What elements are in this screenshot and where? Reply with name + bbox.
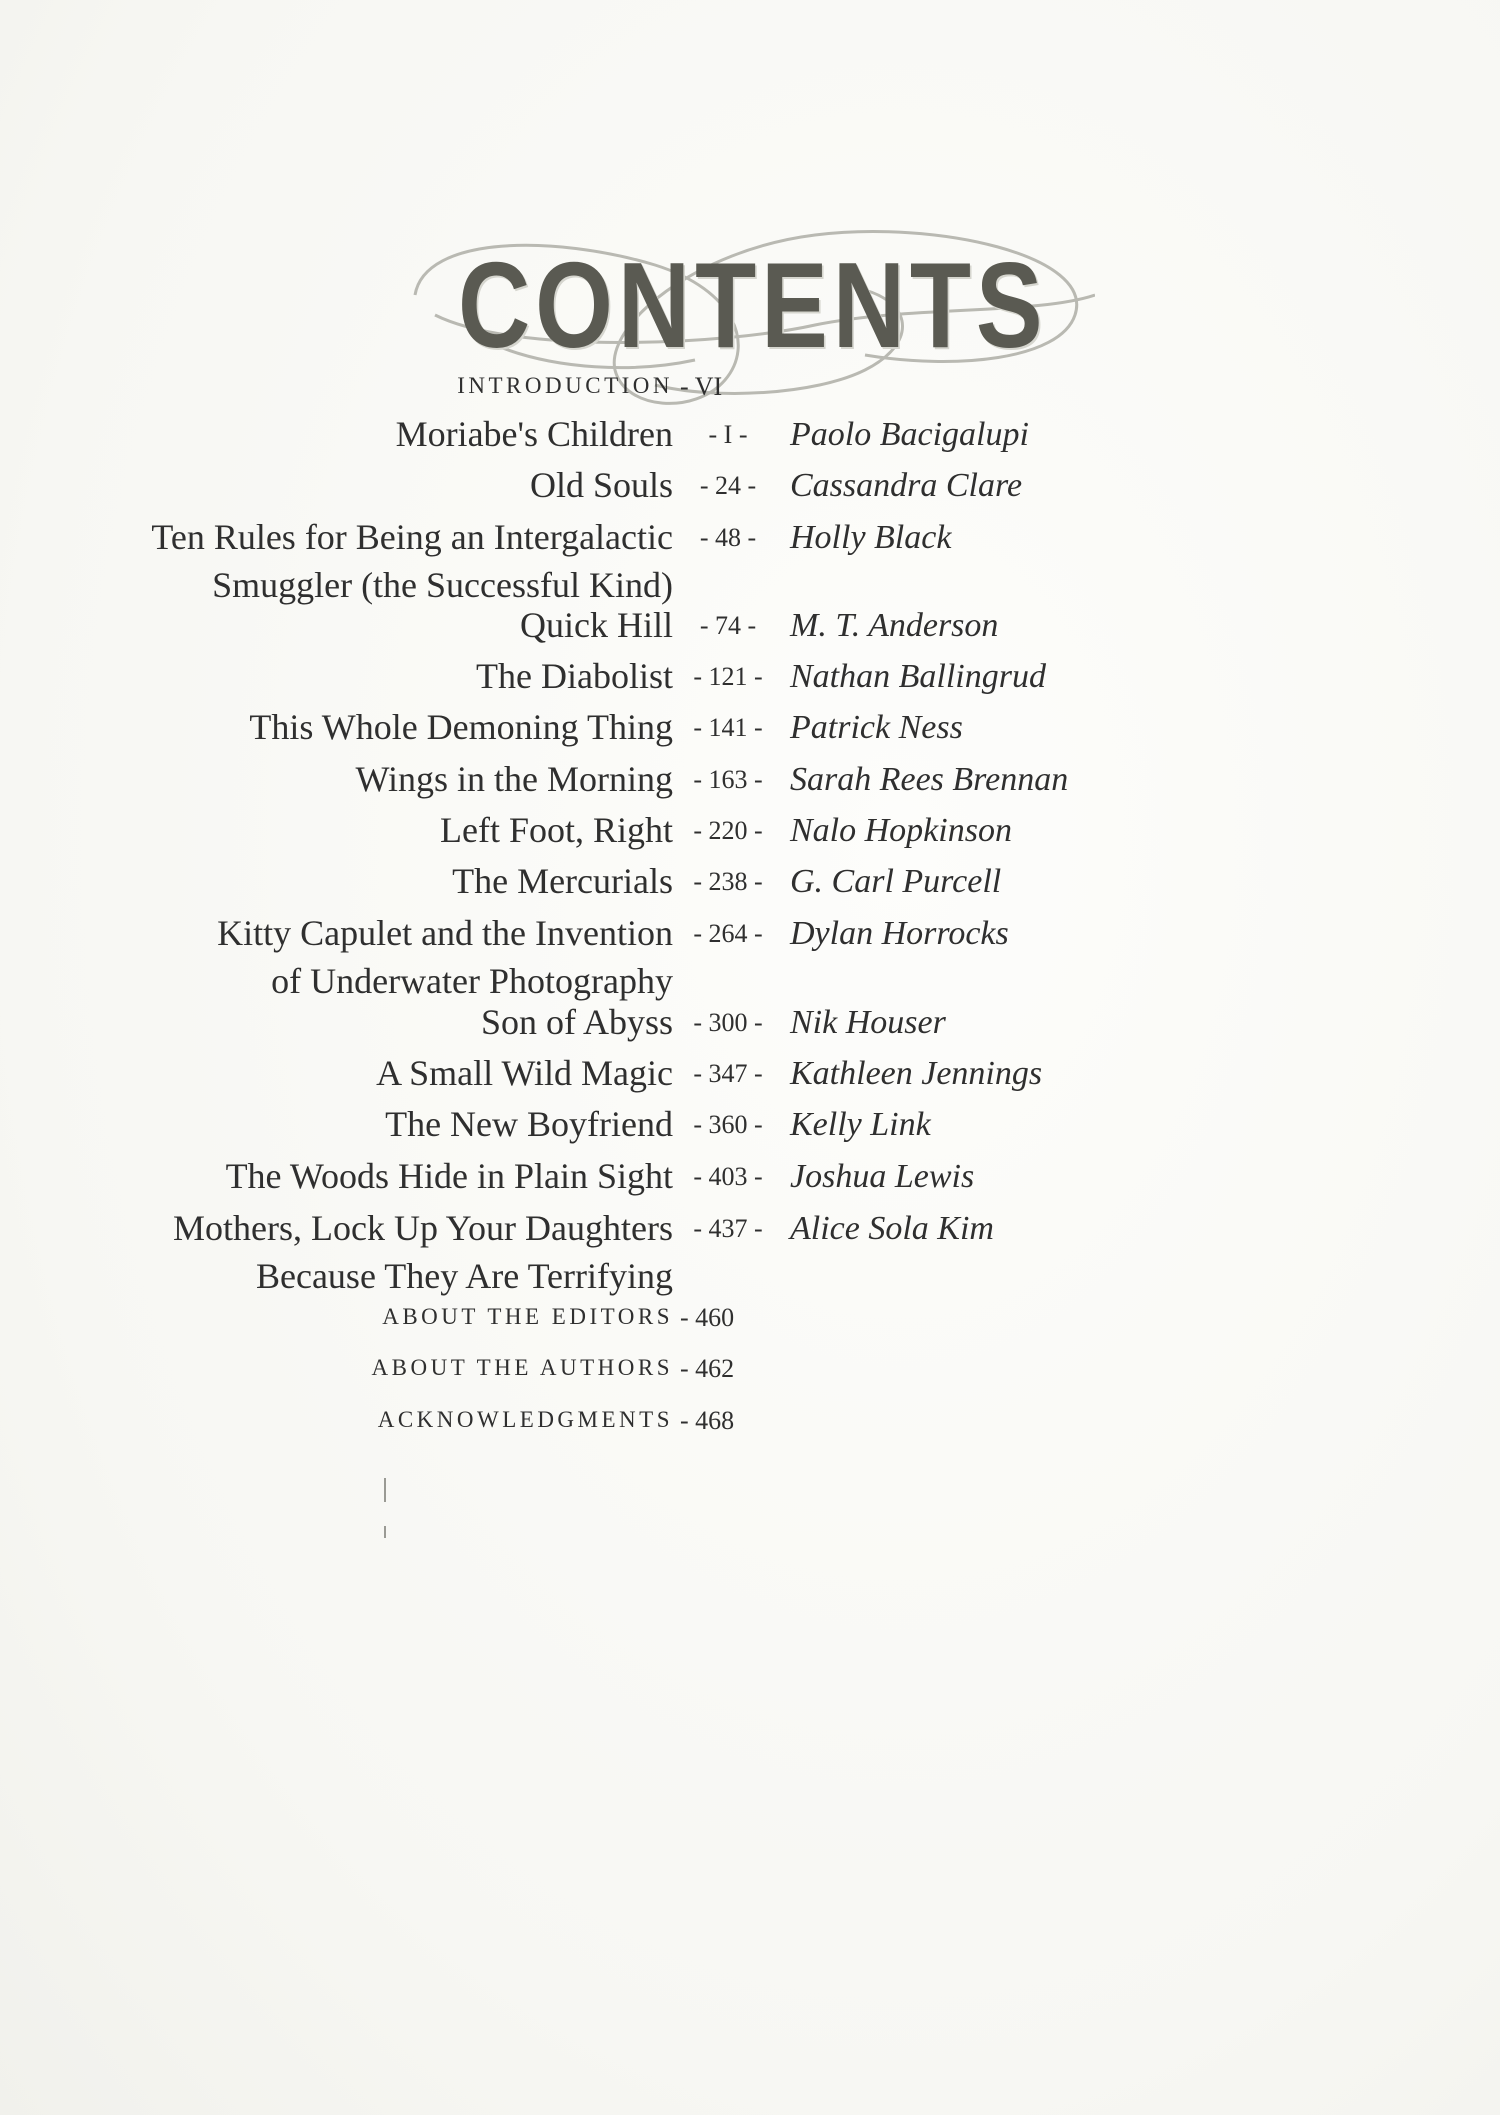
entry-title: Moriabe's Children (395, 414, 673, 454)
toc-entry (0, 1204, 1500, 1296)
entry-author: Holly Black (790, 519, 952, 556)
entry-author: Kathleen Jennings (790, 1055, 1043, 1092)
entry-title: Son of Abyss (480, 1002, 673, 1042)
entry-author: M. T. Anderson (790, 607, 999, 644)
entry-title: ABOUT THE AUTHORS (371, 1355, 673, 1380)
entry-title: ABOUT THE EDITORS (382, 1304, 673, 1329)
entry-page-number: - 220 - (693, 816, 763, 845)
toc-entry (0, 513, 1500, 605)
entry-title-line: Smuggler (the Successful Kind) (212, 565, 673, 605)
entry-author: Cassandra Clare (790, 467, 1023, 504)
scan-mark (384, 1526, 386, 1538)
entry-page-number: - 437 - (693, 1214, 763, 1243)
entry-page-number: - 141 - (693, 713, 763, 742)
toc-entry (0, 461, 1500, 521)
entry-title: The Diabolist (476, 656, 673, 696)
entry-title-line: Kitty Capulet and the Invention (217, 913, 673, 953)
entry-author: Kelly Link (790, 1106, 931, 1143)
entry-page-number: - 74 - (699, 611, 757, 640)
scan-mark (384, 1478, 386, 1502)
entry-page-number: - 300 - (693, 1008, 763, 1037)
entry-title: This Whole Demoning Thing (249, 707, 673, 747)
entry-title: The Woods Hide in Plain Sight (225, 1156, 673, 1196)
entry-author: Dylan Horrocks (790, 915, 1009, 952)
entry-author: Nalo Hopkinson (790, 812, 1012, 849)
toc-entry (0, 909, 1500, 1001)
entry-author: G. Carl Purcell (790, 863, 1002, 900)
entry-page-number: - 347 - (693, 1059, 763, 1088)
entry-title (173, 1204, 673, 1300)
entry-page-number: - VI (680, 372, 723, 401)
entry-page-number: - I - (708, 420, 748, 449)
entry-author: Paolo Bacigalupi (790, 416, 1029, 453)
entry-page-number: - 163 - (693, 765, 763, 794)
entry-author: Patrick Ness (790, 709, 963, 746)
toc-entry (0, 1100, 1500, 1160)
toc-entry (0, 1152, 1500, 1212)
entry-page-number: - 238 - (693, 867, 763, 896)
entry-title: ACKNOWLEDGMENTS (377, 1407, 673, 1432)
entry-title (217, 909, 673, 1005)
entry-page-number: - 468 (680, 1406, 735, 1435)
entry-page-number: - 121 - (693, 662, 763, 691)
entry-title: A Small Wild Magic (376, 1053, 673, 1093)
entry-page-number: - 462 (680, 1354, 735, 1383)
entry-title-line: Ten Rules for Being an Intergalactic (151, 517, 673, 557)
entry-title: The New Boyfriend (385, 1104, 673, 1144)
entry-author: Joshua Lewis (790, 1158, 975, 1195)
entry-author: Nik Houser (790, 1004, 946, 1041)
entry-title: Quick Hill (520, 605, 673, 645)
entry-title: Old Souls (529, 465, 673, 505)
entry-page-number: - 460 (680, 1303, 735, 1332)
entry-page-number: - 360 - (693, 1110, 763, 1139)
entry-title: INTRODUCTION (457, 373, 673, 398)
entry-page-number: - 264 - (693, 919, 763, 948)
entry-page-number: - 403 - (693, 1162, 763, 1191)
entry-author: Sarah Rees Brennan (790, 761, 1069, 798)
entry-page-number: - 24 - (699, 471, 757, 500)
entry-title-line: Because They Are Terrifying (255, 1256, 673, 1296)
entry-page-number: - 48 - (699, 523, 757, 552)
page-title: CONTENTS (458, 237, 1048, 373)
entry-title: Left Foot, Right (440, 810, 673, 850)
toc-entry (0, 703, 1500, 763)
toc-entry (0, 857, 1500, 917)
entry-author: Alice Sola Kim (790, 1210, 994, 1247)
toc-entry (0, 1344, 1500, 1404)
entry-title-line: Mothers, Lock Up Your Daughters (173, 1208, 673, 1248)
entry-author: Nathan Ballingrud (790, 658, 1046, 695)
toc-entry (0, 1396, 1500, 1456)
entry-title: The Mercurials (452, 861, 673, 901)
entry-title: Wings in the Morning (355, 759, 673, 799)
entry-title-line: of Underwater Photography (271, 961, 673, 1001)
entry-title (151, 513, 673, 609)
